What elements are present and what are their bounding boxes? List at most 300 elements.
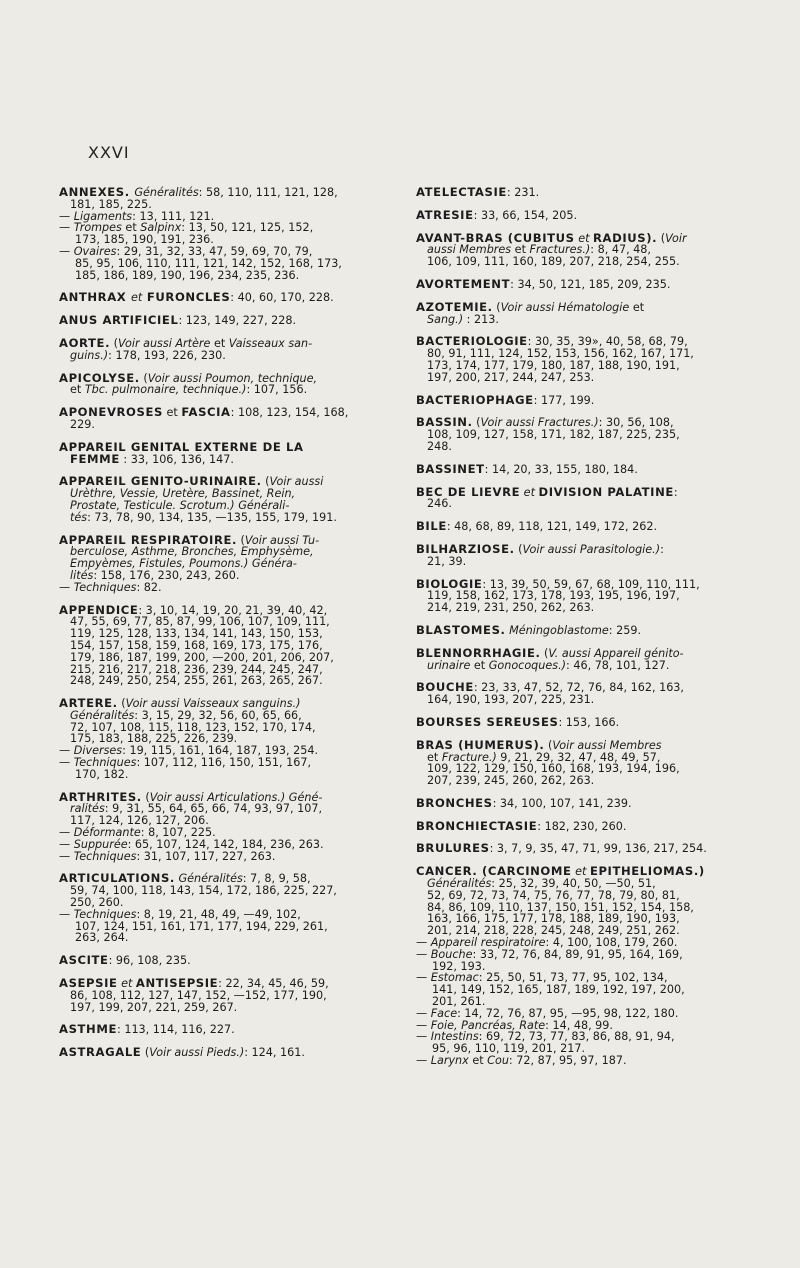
page-refs: ( [110, 336, 118, 350]
page-refs: : 40, 60, 170, 228. [230, 291, 334, 305]
page-refs: 107, 124, 151, 161, 171, 177, 194, 229, 261, [75, 919, 328, 933]
index-entry [416, 843, 740, 855]
index-line [59, 1047, 381, 1059]
page-refs: ( [261, 475, 270, 489]
index-line [59, 350, 381, 362]
page-refs: : 124, 161. [244, 1046, 305, 1060]
page-refs: : 73, 78, 90, 134, 135, —135, 155, 179, 191. [87, 510, 337, 524]
italic-text: Techniques [73, 756, 137, 770]
italic-text: Trompes [73, 221, 122, 235]
headword: ARTICULATIONS. [59, 871, 175, 886]
italic-text: et [574, 231, 594, 245]
page-refs: — [59, 849, 74, 863]
page-refs: : [673, 485, 678, 499]
index-line [416, 556, 740, 568]
page-refs: : 58, 110, 111, 121, 128, [198, 186, 338, 199]
italic-text: Techniques [73, 907, 137, 921]
italic-text: Vaisseaux san- [228, 336, 313, 350]
page-refs: : 46, 78, 101, 127. [566, 658, 670, 672]
index-line [416, 187, 740, 199]
index-entry [59, 873, 381, 944]
page-refs: : 4, 100, 108, 179, 260. [545, 936, 678, 950]
page-refs: 163, 166, 175, 177, 178, 188, 189, 190, 193, [427, 912, 680, 926]
italic-text: Voir aussi Fractures.) [480, 416, 599, 430]
page-refs: 86, 108, 112, 127, 147, 152, —152, 177, 190, [70, 988, 327, 1002]
index-line [59, 292, 381, 304]
italic-text: Généralités [134, 186, 199, 199]
italic-text: et [130, 291, 143, 305]
page-refs: 263, 264. [75, 931, 129, 945]
page-refs: : 108, 123, 154, 168, [230, 406, 349, 420]
page-refs: : 30, 35, 39», 40, 58, 68, 79, [527, 335, 688, 349]
italic-text: Généralités [70, 708, 135, 722]
index-entry [416, 187, 740, 199]
italic-text: Déformante [73, 826, 141, 840]
page-refs: : 3, 10, 14, 19, 20, 21, 39, 40, 42, [138, 603, 328, 617]
page-refs: ( [117, 697, 126, 711]
headword: BASSIN. [416, 415, 473, 430]
page-refs: : 14, 20, 33, 155, 180, 184. [484, 462, 638, 476]
page-refs: : [660, 542, 664, 556]
italic-text: Généralités [427, 877, 492, 891]
page-refs: : 158, 176, 230, 243, 260. [93, 568, 240, 582]
headword: ARTERE. [59, 696, 118, 711]
headword: BRONCHIECTASIE [416, 818, 538, 833]
headword: APPAREIL GENITO-URINAIRE. [59, 474, 262, 489]
page-refs: : 33, 66, 154, 205. [473, 208, 578, 222]
headword: DIVISION PALATINE [538, 484, 674, 499]
page-refs: 173, 174, 177, 179, 180, 187, 188, 190, 191, [427, 358, 680, 372]
page-refs: 109, 122, 129, 150, 160, 168, 193, 194, 196, [427, 762, 680, 776]
page-refs: 179, 186, 187, 199, 200, —200, 201, 206, 207, [70, 650, 334, 664]
italic-text: aussi Membres [427, 243, 512, 257]
page-refs: 185, 186, 189, 190, 196, 234, 235, 236. [75, 268, 300, 282]
index-line [416, 392, 740, 407]
index-entry [59, 978, 381, 1013]
headword: APPAREIL GENITAL EXTERNE DE LA [59, 439, 304, 454]
page-refs: 181, 185, 225. [70, 197, 152, 211]
page-refs: : 34, 50, 121, 185, 209, 235. [510, 277, 671, 291]
page-refs: : 23, 33, 47, 52, 72, 76, 84, 162, 163, [473, 681, 684, 695]
index-line [416, 602, 740, 614]
page-refs: — [59, 221, 74, 235]
italic-text: et [571, 865, 590, 879]
page-refs: : 69, 72, 73, 77, 83, 86, 88, 91, 94, [478, 1030, 675, 1044]
page-refs: ( [492, 300, 501, 314]
page-refs: ( [544, 738, 553, 752]
page-refs: 59, 74, 100, 118, 143, 154, 172, 186, 225, 227, [70, 884, 337, 898]
page-refs: : 9, 31, 55, 64, 65, 66, 74, 93, 97, 107, [104, 802, 323, 816]
headword: AVANT-BRAS (CUBITUS [416, 230, 575, 245]
page-refs: et [511, 243, 530, 257]
page-number: XXVI [88, 143, 130, 162]
headword: ASCITE [59, 953, 109, 968]
headword: BRULURES [416, 841, 490, 856]
index-line [416, 521, 740, 533]
headword: ANTHRAX [59, 290, 131, 305]
page-refs: — [416, 936, 431, 950]
page-refs: ( [472, 416, 481, 430]
page-refs: — [416, 1006, 431, 1020]
italic-text: Sang.) [427, 312, 464, 326]
page-refs: : 25, 50, 51, 73, 77, 95, 102, 134, [478, 971, 668, 985]
headword: BEC DE LIEVRE [416, 484, 521, 499]
page-refs: : 96, 108, 235. [108, 954, 191, 968]
page-refs: : 259. [608, 623, 642, 637]
index-entry [416, 714, 740, 729]
page-refs: : 153, 166. [558, 715, 620, 729]
page-refs: 248, 249, 250, 254, 255, 261, 263, 265, 267. [70, 674, 323, 688]
index-entry [59, 955, 381, 967]
index-line [416, 843, 740, 855]
headword: BRONCHES [416, 795, 493, 810]
italic-text: Techniques [73, 580, 137, 594]
page-refs: et [470, 658, 489, 672]
index-line [59, 270, 381, 282]
italic-text: Voir aussi Tu- [244, 533, 320, 547]
index-line [416, 207, 740, 222]
page-refs: : 48, 68, 89, 118, 121, 149, 172, 262. [446, 520, 658, 534]
page-refs: ( [514, 542, 523, 556]
headword: BACTERIOLOGIE [416, 334, 528, 349]
page-refs: 207, 239, 245, 260, 262, 263. [427, 774, 595, 788]
page-refs: — [416, 1054, 431, 1068]
page-refs: et [121, 221, 141, 235]
italic-text: Estomac [430, 971, 479, 985]
italic-text: et [117, 977, 136, 991]
page-refs: ( [657, 231, 666, 245]
index-line [416, 441, 740, 453]
index-entry [59, 187, 381, 281]
page-refs: ( [139, 371, 148, 385]
italic-text: Voir aussi Artère [118, 336, 211, 350]
page-refs: 250, 260. [70, 896, 124, 910]
page-refs: 201, 214, 218, 228, 245, 248, 249, 251, 262. [427, 924, 680, 938]
page-refs: 72, 107, 108, 115, 118, 123, 152, 170, 174, [70, 720, 316, 734]
headword: ATELECTASIE [416, 185, 507, 199]
page-refs: : 8, 107, 225. [140, 826, 216, 840]
index-entry [59, 407, 381, 431]
index-entry [416, 276, 740, 291]
headword: ATRESIE [416, 207, 474, 222]
page-refs: — [416, 1018, 431, 1032]
italic-text: berculose, Asthme, Bronches, Emphysème, [70, 545, 314, 559]
italic-text: Voir aussi Parasitologie.) [522, 542, 661, 556]
index-line [416, 795, 740, 810]
italic-text: Face [430, 1006, 458, 1020]
headword: ANNEXES. [59, 185, 135, 199]
index-line [59, 1024, 381, 1036]
page-refs: : 33, 106, 136, 147. [119, 452, 234, 466]
page-refs: 95, 96, 110, 119, 201, 217. [432, 1042, 586, 1056]
italic-text: Gonocoques.) [488, 658, 567, 672]
index-line [416, 775, 740, 787]
page-refs: : 65, 107, 124, 142, 184, 236, 263. [127, 837, 324, 851]
headword: BASSINET [416, 461, 485, 476]
page-refs: : 14, 48, 99. [545, 1018, 613, 1032]
page-refs: : 31, 107, 117, 227, 263. [136, 849, 276, 863]
headword: BOURSES SEREUSES [416, 714, 559, 729]
headword: CANCER. (CARCINOME [416, 864, 572, 879]
headword: ANTISEPSIE [135, 976, 219, 991]
page-refs: — [416, 1030, 431, 1044]
page-refs: et [210, 336, 229, 350]
page-refs: : 72, 87, 95, 97, 187. [508, 1054, 627, 1068]
index-line [416, 429, 740, 441]
page-refs: — [59, 209, 74, 223]
index-line [416, 714, 740, 729]
page-refs: ( [141, 790, 150, 804]
index-entry [416, 541, 740, 568]
index-entry [416, 521, 740, 533]
index-line [416, 818, 740, 833]
page-refs: : 107, 112, 116, 150, 151, 167, [136, 756, 312, 770]
page-refs: 9, 21, 29, 32, 47, 48, 49, 57, [496, 750, 661, 764]
italic-text: Foie, Pancréas, Rate [430, 1018, 546, 1032]
italic-text: Voir aussi Hématologie [500, 300, 630, 314]
italic-text: Techniques [73, 849, 137, 863]
page-refs: 154, 157, 158, 159, 168, 169, 173, 175, 176, [70, 638, 323, 652]
headword: BACTERIOPHAGE [416, 392, 534, 407]
page-refs: et [162, 406, 182, 420]
index-entry [416, 682, 740, 706]
page-refs: — [59, 756, 74, 770]
page-refs: 201, 261. [432, 995, 486, 1009]
italic-text: Prostate, Testicule. Scrotum.) Générali- [70, 498, 290, 512]
index-entry [416, 336, 740, 383]
page-refs: 192, 193. [432, 959, 486, 973]
index-entry [59, 602, 381, 688]
index-entry [416, 461, 740, 476]
italic-text: lités [70, 568, 94, 582]
headword: AZOTEMIE. [416, 299, 493, 314]
page-refs: 215, 216, 217, 218, 236, 239, 244, 245, 247, [70, 662, 323, 676]
italic-text: Suppurée [73, 837, 128, 851]
headword: APPAREIL RESPIRATOIRE. [59, 532, 237, 547]
italic-text: ralités [70, 802, 105, 816]
italic-text: Appareil respiratoire [430, 936, 546, 950]
page-refs: : 182, 230, 260. [537, 819, 627, 833]
page-refs: 164, 190, 193, 207, 225, 231. [427, 693, 595, 707]
headword: BIOLOGIE [416, 576, 483, 591]
page-refs: 117, 124, 126, 127, 206. [70, 814, 209, 828]
italic-text: et [520, 485, 539, 499]
index-line [416, 461, 740, 476]
index-line [59, 582, 381, 594]
page-refs: : 8, 19, 21, 48, 49, —49, 102, [136, 907, 301, 921]
index-line [59, 769, 381, 781]
index-entry [59, 1047, 381, 1059]
index-entry [59, 476, 381, 523]
page-refs: : 177, 199. [533, 393, 595, 407]
index-entry [416, 818, 740, 833]
index-line [416, 622, 740, 637]
page-refs: 173, 185, 190, 191, 236. [75, 233, 214, 247]
page-refs: — [59, 744, 74, 758]
headword: AORTE. [59, 335, 111, 350]
page-refs: — [59, 826, 74, 840]
index-line [416, 484, 740, 499]
italic-text: Voir [665, 231, 687, 245]
headword: RADIUS). [593, 230, 658, 245]
index-line [416, 276, 740, 291]
italic-text: Voir aussi Articulations.) Géné- [149, 790, 323, 804]
page-refs: 141, 149, 152, 165, 187, 189, 192, 197, 200, [432, 983, 685, 997]
page-refs: : 178, 193, 226, 230. [108, 348, 226, 362]
headword: AVORTEMENT [416, 276, 511, 291]
page-refs: 170, 182. [75, 767, 129, 781]
page-refs: 248. [427, 439, 452, 453]
page-refs: 84, 86, 109, 110, 137, 150, 151, 152, 154, 158, [427, 900, 694, 914]
page-refs: : 25, 32, 39, 40, 50, —50, 51, [491, 877, 656, 891]
headword: APPENDICE [59, 602, 139, 617]
headword: BILE [416, 519, 447, 534]
page-refs: : 13, 50, 121, 125, 152, [181, 221, 314, 235]
page-refs: : 13, 111, 121. [132, 209, 215, 223]
index-entry [59, 439, 381, 466]
page-refs: : 19, 115, 161, 164, 187, 193, 254. [122, 744, 319, 758]
italic-text: Intestins [430, 1030, 479, 1044]
italic-text: Ligaments [73, 209, 133, 223]
index-entry [59, 315, 381, 327]
index-column-right [416, 187, 740, 1078]
index-line [59, 315, 381, 327]
index-entry [416, 622, 740, 637]
page-refs: 85, 95, 106, 110, 111, 121, 142, 152, 168, 173, [75, 256, 342, 270]
index-line [59, 851, 381, 863]
index-entry [59, 370, 381, 397]
page-refs: — [59, 837, 74, 851]
index-line [59, 419, 381, 431]
italic-text: Tbc. pulmonaire, technique.) [84, 383, 247, 397]
headword: BRAS (HUMERUS). [416, 737, 545, 752]
index-entry [59, 532, 381, 594]
italic-text: Salpinx [140, 221, 182, 235]
italic-text: Diverses [73, 744, 123, 758]
index-line [59, 384, 381, 396]
page-refs: 108, 109, 127, 158, 171, 182, 187, 225, 235, [427, 428, 680, 442]
headword: EPITHELIOMAS.) [589, 864, 705, 879]
index-entry [416, 417, 740, 452]
headword: BOUCHE [416, 680, 474, 695]
index-entry [416, 737, 740, 788]
index-entry [59, 698, 381, 781]
page-refs: 119, 125, 128, 133, 134, 141, 143, 150, 153, [70, 627, 323, 641]
italic-text: Méningoblastome [509, 623, 609, 637]
page-refs: 197, 200, 217, 244, 247, 253. [427, 370, 595, 384]
page-refs: : 22, 34, 45, 46, 59, [218, 977, 329, 991]
page-refs: : 107, 156. [246, 383, 308, 397]
page-refs: : 3, 7, 9, 35, 47, 71, 99, 136, 217, 254. [489, 842, 707, 856]
page-refs: 47, 55, 69, 77, 85, 87, 99, 106, 107, 109, 111, [70, 615, 330, 629]
page-refs: 175, 183, 188, 225, 226, 239. [70, 732, 238, 746]
index-line [59, 407, 381, 419]
page-refs: 21, 39. [427, 554, 467, 568]
italic-text: Généralités [178, 872, 243, 886]
page-refs: ( [540, 646, 549, 660]
headword: APONEVROSES [59, 405, 163, 420]
index-entry [416, 299, 740, 326]
index-line [59, 675, 381, 687]
index-line [416, 1055, 740, 1067]
index-entry [59, 335, 381, 362]
index-entry [59, 1024, 381, 1036]
page-refs: et [70, 383, 85, 397]
italic-text: Cou [487, 1054, 509, 1068]
headword: BLENNORRHAGIE. [416, 645, 541, 660]
page-refs: 246. [427, 497, 452, 511]
page-refs: — [416, 971, 431, 985]
index-line [416, 314, 740, 326]
italic-text: Urèthre, Vessie, Uretère, Bassinet, Rein, [70, 487, 296, 501]
page-refs: — [59, 580, 74, 594]
page-refs: : 13, 39, 50, 59, 67, 68, 109, 110, 111, [482, 577, 700, 591]
index-line [416, 256, 740, 268]
page-refs: 214, 219, 231, 250, 262, 263. [427, 601, 595, 615]
italic-text: Voir aussi [269, 475, 324, 489]
index-line [59, 1002, 381, 1014]
italic-text: Ovaires [73, 244, 117, 258]
index-entry [416, 484, 740, 511]
italic-text: tés [70, 510, 88, 524]
page-refs: 119, 158, 162, 173, 178, 193, 195, 196, 197, [427, 589, 680, 603]
index-entry [416, 576, 740, 615]
italic-text: Voir aussi Membres [552, 738, 662, 752]
headword: FASCIA [181, 405, 231, 420]
index-line [59, 451, 381, 466]
index-entry [59, 292, 381, 304]
headword: ASTRAGALE [59, 1045, 142, 1060]
index-column-left [59, 187, 381, 1070]
italic-text: V. aussi Appareil génito- [548, 646, 684, 660]
index-entry [416, 645, 740, 672]
italic-text: Bouche [430, 947, 473, 961]
headword: FEMME [70, 451, 120, 466]
page-refs: 52, 69, 72, 73, 74, 75, 76, 77, 78, 79, 80, 81, [427, 888, 680, 902]
page-refs: : 231. [506, 186, 540, 199]
index-line [416, 660, 740, 672]
headword: APICOLYSE. [59, 370, 140, 385]
page-refs: : 7, 8, 9, 58, [242, 872, 311, 886]
index-entry [416, 866, 740, 1067]
page-refs: 80, 91, 111, 124, 152, 153, 156, 162, 167, 171, [427, 347, 694, 361]
index-line [416, 694, 740, 706]
italic-text: Empyèmes, Fistules, Poumons.) Généra- [70, 557, 297, 571]
page-refs: : 8, 47, 48, [590, 243, 651, 257]
page-refs: : 14, 72, 76, 87, 95, —95, 98, 122, 180. [457, 1006, 679, 1020]
headword: ARTHRITES. [59, 789, 142, 804]
page-refs: et [468, 1054, 488, 1068]
page-refs: : 113, 114, 116, 227. [117, 1023, 235, 1037]
index-entry [416, 795, 740, 810]
headword: BLASTOMES. [416, 622, 506, 637]
page-refs: — [59, 244, 74, 258]
index-entry [416, 392, 740, 407]
italic-text: Fracture.) [441, 750, 497, 764]
page-refs: : 213. [463, 312, 499, 326]
page-refs: et [629, 300, 645, 314]
italic-text: guins.) [70, 348, 109, 362]
page-refs: ( [237, 533, 245, 547]
index-entry [416, 230, 740, 269]
index-line [59, 932, 381, 944]
page-refs: 229. [70, 417, 95, 431]
headword: BILHARZIOSE. [416, 541, 515, 556]
index-entry [59, 789, 381, 863]
page-refs: : 33, 72, 76, 84, 89, 91, 95, 164, 169, [472, 947, 683, 961]
index-line [59, 955, 381, 967]
headword: ANUS ARTIFICIEL [59, 313, 179, 328]
